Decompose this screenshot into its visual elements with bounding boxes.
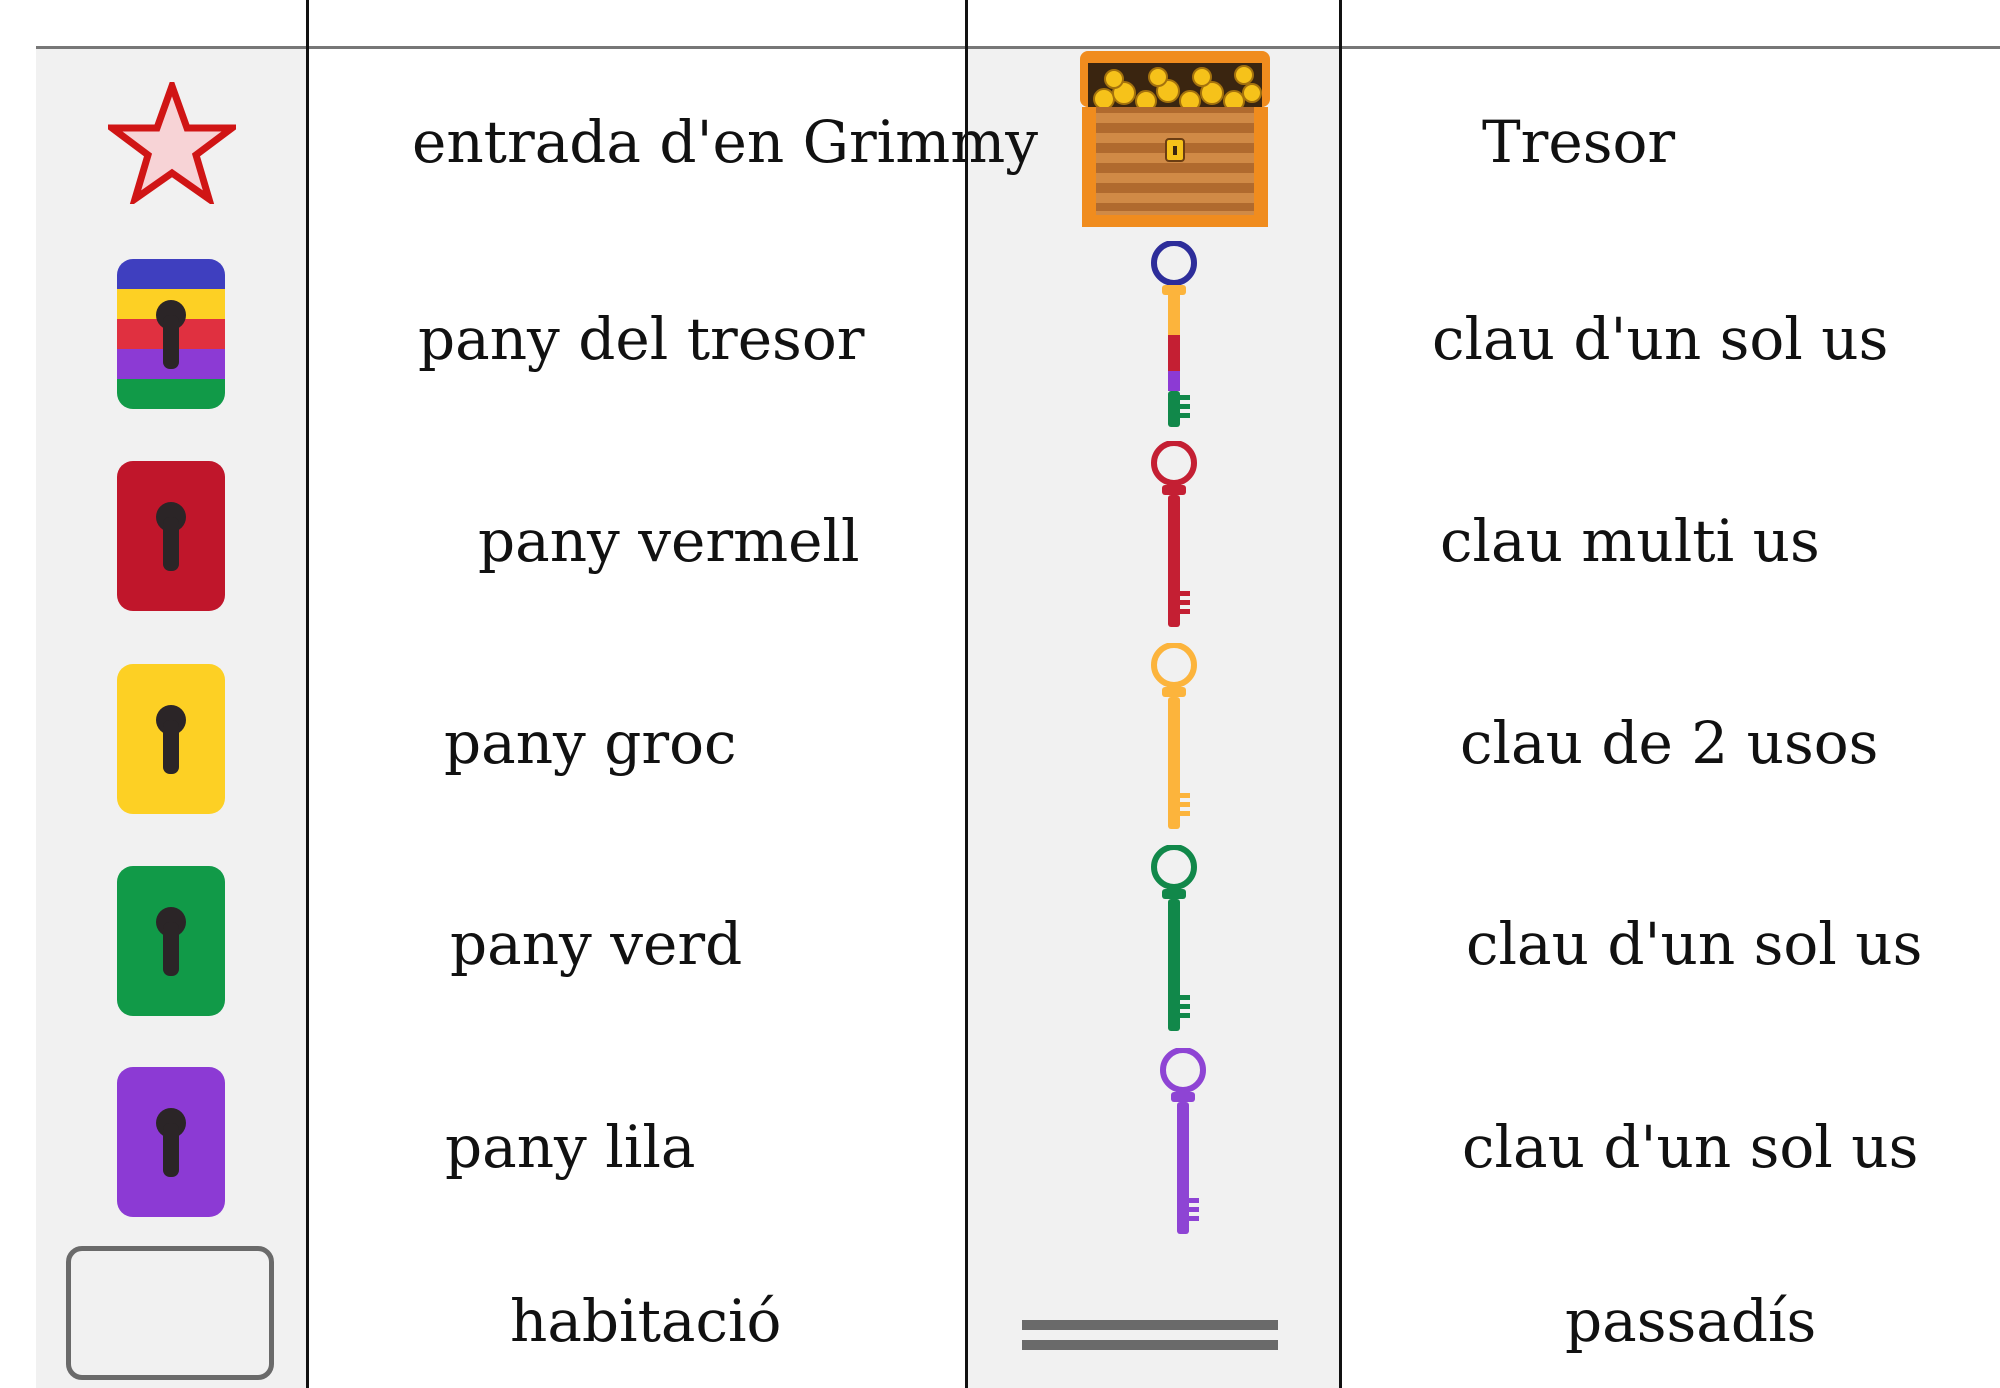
header-divider [36, 46, 2000, 49]
row-label-yellow-lock: pany groc [444, 709, 737, 777]
row-label-room: habitació [510, 1287, 782, 1355]
row-label-entrance: entrada d'en Grimmy [412, 108, 1038, 176]
column-divider-3 [1339, 0, 1342, 1388]
keyhole-icon [117, 461, 225, 611]
yellow-lock-icon [117, 664, 225, 814]
purple-key-icon [1155, 1048, 1215, 1238]
row-label-red-lock: pany vermell [478, 507, 860, 575]
yellow-key-icon [1146, 643, 1206, 833]
green-key-icon [1146, 845, 1206, 1035]
keyhole-icon [117, 866, 225, 1016]
row-label-corridor: passadís [1565, 1287, 1817, 1355]
red-lock-icon [117, 461, 225, 611]
column-divider-2 [965, 0, 968, 1388]
row-label-green-key: clau d'un sol us [1466, 910, 1923, 978]
row-label-two-use-key: clau de 2 usos [1460, 709, 1879, 777]
rainbow-lock-icon [117, 259, 225, 409]
row-label-multi-use-key: clau multi us [1440, 507, 1820, 575]
column-divider-1 [306, 0, 309, 1388]
purple-lock-icon [117, 1067, 225, 1217]
keyhole-icon [117, 259, 225, 409]
red-key-icon [1146, 441, 1206, 631]
row-label-green-lock: pany verd [450, 910, 743, 978]
keyhole-icon [117, 1067, 225, 1217]
star-icon [108, 82, 236, 204]
keyhole-icon [117, 664, 225, 814]
row-label-treasure: Tresor [1482, 108, 1676, 176]
green-lock-icon [117, 866, 225, 1016]
treasure-chest-icon [1076, 49, 1274, 229]
corridor-lines-icon [1022, 1318, 1278, 1354]
room-box-icon [66, 1246, 274, 1380]
row-label-purple-key: clau d'un sol us [1462, 1113, 1919, 1181]
row-label-single-use-key: clau d'un sol us [1432, 305, 1889, 373]
row-label-purple-lock: pany lila [445, 1113, 696, 1181]
row-label-treasure-lock: pany del tresor [418, 305, 865, 373]
rainbow-key-icon [1146, 241, 1206, 431]
